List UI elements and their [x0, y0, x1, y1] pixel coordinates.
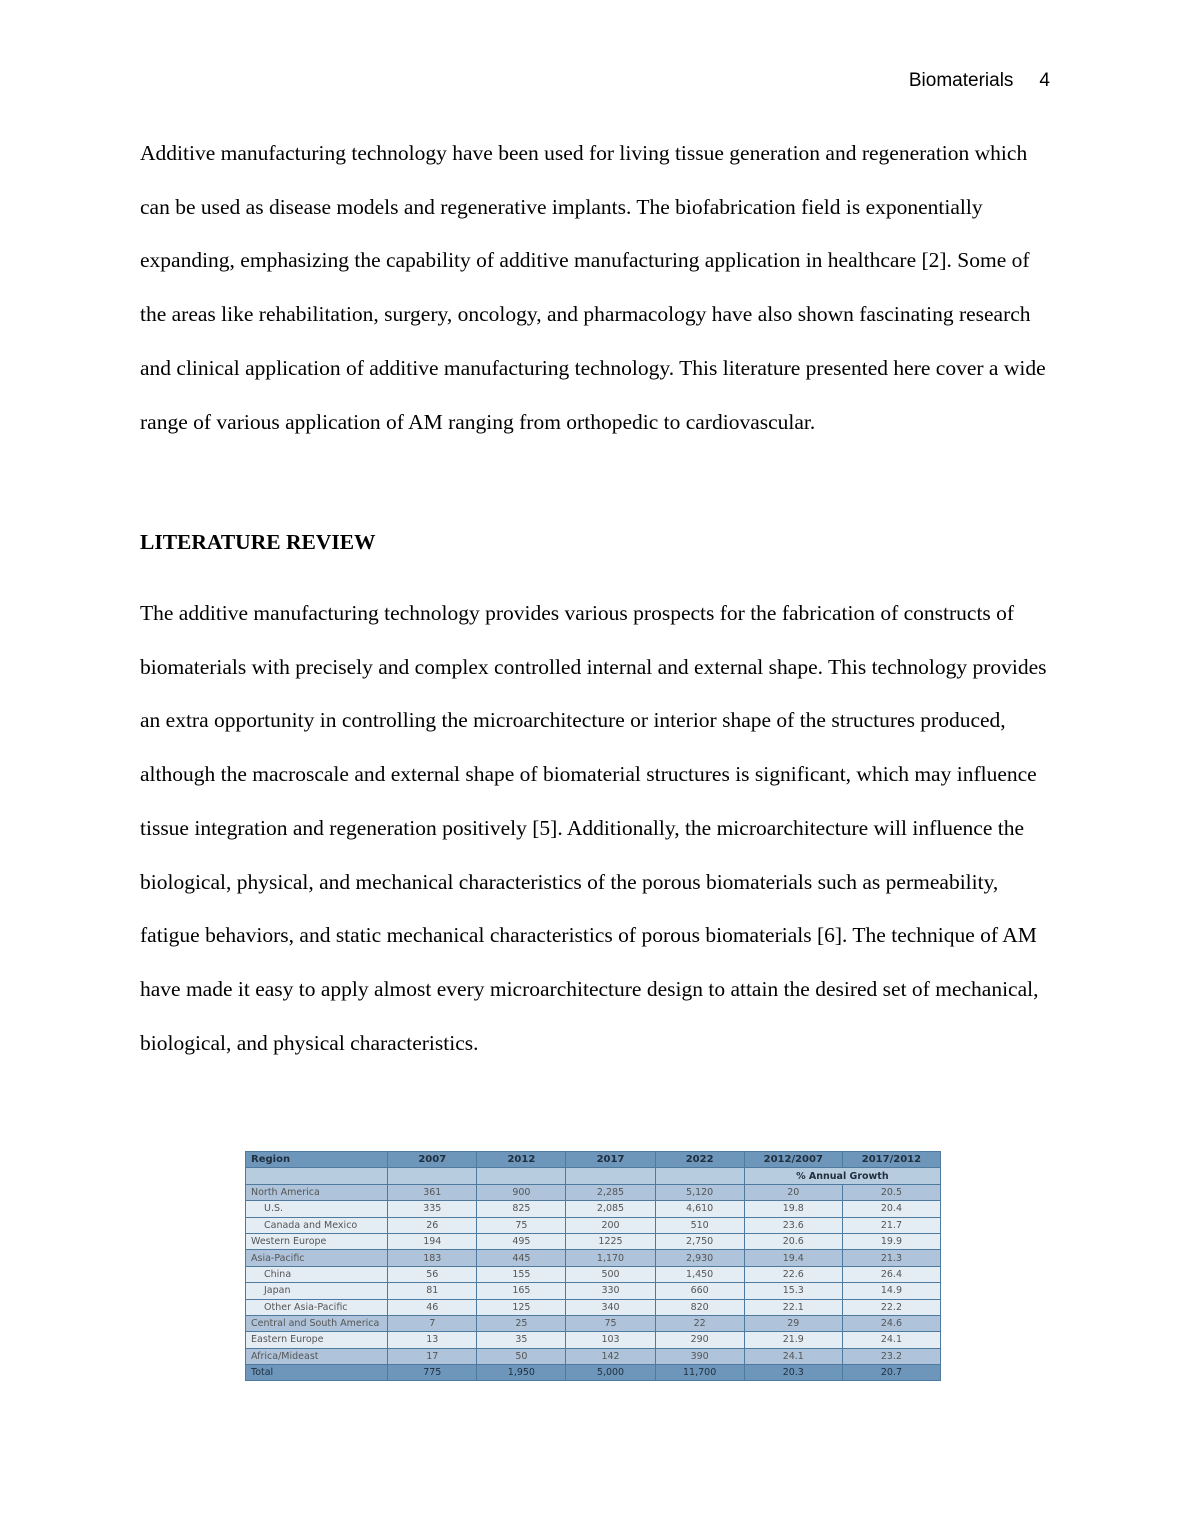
table-cell: 820 — [655, 1299, 744, 1315]
table-cell: 21.7 — [842, 1217, 940, 1233]
table-cell: 340 — [566, 1299, 655, 1315]
table-cell: 24.6 — [842, 1315, 940, 1331]
table-cell: 445 — [477, 1250, 566, 1266]
table-cell: 20.5 — [842, 1184, 940, 1200]
table-cell: 390 — [655, 1348, 744, 1364]
table-cell: 26 — [388, 1217, 477, 1233]
table-cell: Africa/Mideast — [246, 1348, 388, 1364]
annual-growth-label: % Annual Growth — [744, 1168, 940, 1184]
header-cell: 2007 — [388, 1152, 477, 1168]
header-cell: Region — [246, 1152, 388, 1168]
table-cell: U.S. — [246, 1201, 388, 1217]
table-cell: 24.1 — [842, 1332, 940, 1348]
table-cell: 194 — [388, 1233, 477, 1249]
table-cell: 14.9 — [842, 1283, 940, 1299]
table-cell: 23.2 — [842, 1348, 940, 1364]
table-cell: 20.6 — [744, 1233, 842, 1249]
review-text: The additive manufacturing technology provides various prospects for the fabrication of constructs of biomaterials with precisely and complex controlled internal and external shape. This technology provides an extra opportunity in controlling the microarchitecture or interior shape of the structures produced, although the macroscale and external shape of biomaterial structures is significant, which may influence tissue integration and regeneration positively [5]. Additionally, the microarchitecture will influence the biological, physical, and mechanical characteristics of the porous biomaterials such as permeability, fatigue behaviors, and static mechanical characteristics of porous biomaterials [6]. The technique of AM have made it easy to apply almost every microarchitecture design to attain the desired set of mechanical, biological, and physical characteristics. — [140, 601, 1047, 1055]
table-cell: 2,930 — [655, 1250, 744, 1266]
table-cell: 660 — [655, 1283, 744, 1299]
table-cell: 20.3 — [744, 1365, 842, 1381]
table-cell: 35 — [477, 1332, 566, 1348]
table-cell: 4,610 — [655, 1201, 744, 1217]
table-row — [246, 1266, 941, 1282]
table-cell: 900 — [477, 1184, 566, 1200]
table-cell: 22.2 — [842, 1299, 940, 1315]
table-cell: 11,700 — [655, 1365, 744, 1381]
table-cell: 29 — [744, 1315, 842, 1331]
table-cell: 50 — [477, 1348, 566, 1364]
header-cell: 2017 — [566, 1152, 655, 1168]
table-row — [246, 1217, 941, 1233]
review-paragraph — [140, 587, 1060, 1070]
table-cell: 21.3 — [842, 1250, 940, 1266]
header-cell: 2022 — [655, 1152, 744, 1168]
table-cell: 335 — [388, 1201, 477, 1217]
table-cell: 825 — [477, 1201, 566, 1217]
table-cell: 75 — [477, 1217, 566, 1233]
table-cell: 183 — [388, 1250, 477, 1266]
table-cell: China — [246, 1266, 388, 1282]
table-cell: 56 — [388, 1266, 477, 1282]
table-cell: Other Asia-Pacific — [246, 1299, 388, 1315]
table-cell: 165 — [477, 1283, 566, 1299]
table-cell: Asia-Pacific — [246, 1250, 388, 1266]
table-row — [246, 1233, 941, 1249]
table-cell: 23.6 — [744, 1217, 842, 1233]
table-cell: 510 — [655, 1217, 744, 1233]
table-cell: 21.9 — [744, 1332, 842, 1348]
table-cell: 1,170 — [566, 1250, 655, 1266]
table-cell: 7 — [388, 1315, 477, 1331]
running-header — [909, 70, 1050, 92]
table-cell: 13 — [388, 1332, 477, 1348]
table-row — [246, 1250, 941, 1266]
table-cell: 330 — [566, 1283, 655, 1299]
table-row — [246, 1315, 941, 1331]
table-cell: 22 — [655, 1315, 744, 1331]
table-row — [246, 1201, 941, 1217]
table-cell: 20.7 — [842, 1365, 940, 1381]
table-cell: 125 — [477, 1299, 566, 1315]
table-cell: 17 — [388, 1348, 477, 1364]
table-cell: 200 — [566, 1217, 655, 1233]
table-row — [246, 1332, 941, 1348]
table-cell: 142 — [566, 1348, 655, 1364]
table-cell: 2,285 — [566, 1184, 655, 1200]
table-row — [246, 1184, 941, 1200]
header-cell: 2012 — [477, 1152, 566, 1168]
table-cell: Central and South America — [246, 1315, 388, 1331]
table-cell: 495 — [477, 1233, 566, 1249]
table-cell: 2,085 — [566, 1201, 655, 1217]
table-cell: 2,750 — [655, 1233, 744, 1249]
table-header-row — [246, 1152, 941, 1168]
table-cell: 1,450 — [655, 1266, 744, 1282]
table-cell: 19.4 — [744, 1250, 842, 1266]
table-cell: 5,000 — [566, 1365, 655, 1381]
table-cell: 24.1 — [744, 1348, 842, 1364]
table-cell: 103 — [566, 1332, 655, 1348]
table-cell: 20 — [744, 1184, 842, 1200]
table-cell: 22.6 — [744, 1266, 842, 1282]
table-row — [246, 1348, 941, 1364]
table-cell: 19.9 — [842, 1233, 940, 1249]
table-row — [246, 1299, 941, 1315]
table-cell: 15.3 — [744, 1283, 842, 1299]
section-heading: LITERATURE REVIEW — [140, 530, 376, 554]
table-cell: Eastern Europe — [246, 1332, 388, 1348]
header-cell: 2017/2012 — [842, 1152, 940, 1168]
table-cell: 26.4 — [842, 1266, 940, 1282]
table-subheader-row — [246, 1168, 941, 1184]
table-cell: Western Europe — [246, 1233, 388, 1249]
table-cell: 361 — [388, 1184, 477, 1200]
table-cell: 19.8 — [744, 1201, 842, 1217]
header-cell: 2012/2007 — [744, 1152, 842, 1168]
table-total-row — [246, 1365, 941, 1381]
table-cell: 81 — [388, 1283, 477, 1299]
table-cell: Japan — [246, 1283, 388, 1299]
table-cell: 500 — [566, 1266, 655, 1282]
intro-text: Additive manufacturing technology have been used for living tissue generation and regeneration which can be used as disease models and regenerative implants. The biofabrication field is exponentially expanding, emphasizing the capability of additive manufacturing application in healthcare [2]. Some of the areas like rehabilitation, surgery, oncology, and pharmacology have also shown fascinating research and clinical application of additive manufacturing technology. This literature presented here cover a wide range of various application of AM ranging from orthopedic to cardiovascular. — [140, 141, 1046, 434]
table-cell: 46 — [388, 1299, 477, 1315]
table-cell: 22.1 — [744, 1299, 842, 1315]
table-cell: 1225 — [566, 1233, 655, 1249]
table-cell: North America — [246, 1184, 388, 1200]
table-cell: 75 — [566, 1315, 655, 1331]
table-cell: 290 — [655, 1332, 744, 1348]
page-number: 4 — [1039, 70, 1050, 91]
table-cell: 1,950 — [477, 1365, 566, 1381]
table-cell: 5,120 — [655, 1184, 744, 1200]
intro-paragraph — [140, 127, 1060, 449]
table-cell: 155 — [477, 1266, 566, 1282]
running-title: Biomaterials — [908, 70, 1014, 91]
market-table — [245, 1151, 941, 1381]
table-cell: 775 — [388, 1365, 477, 1381]
table-cell: 25 — [477, 1315, 566, 1331]
table-cell: 20.4 — [842, 1201, 940, 1217]
table-cell: Canada and Mexico — [246, 1217, 388, 1233]
table-row — [246, 1283, 941, 1299]
table-cell: Total — [246, 1365, 388, 1381]
